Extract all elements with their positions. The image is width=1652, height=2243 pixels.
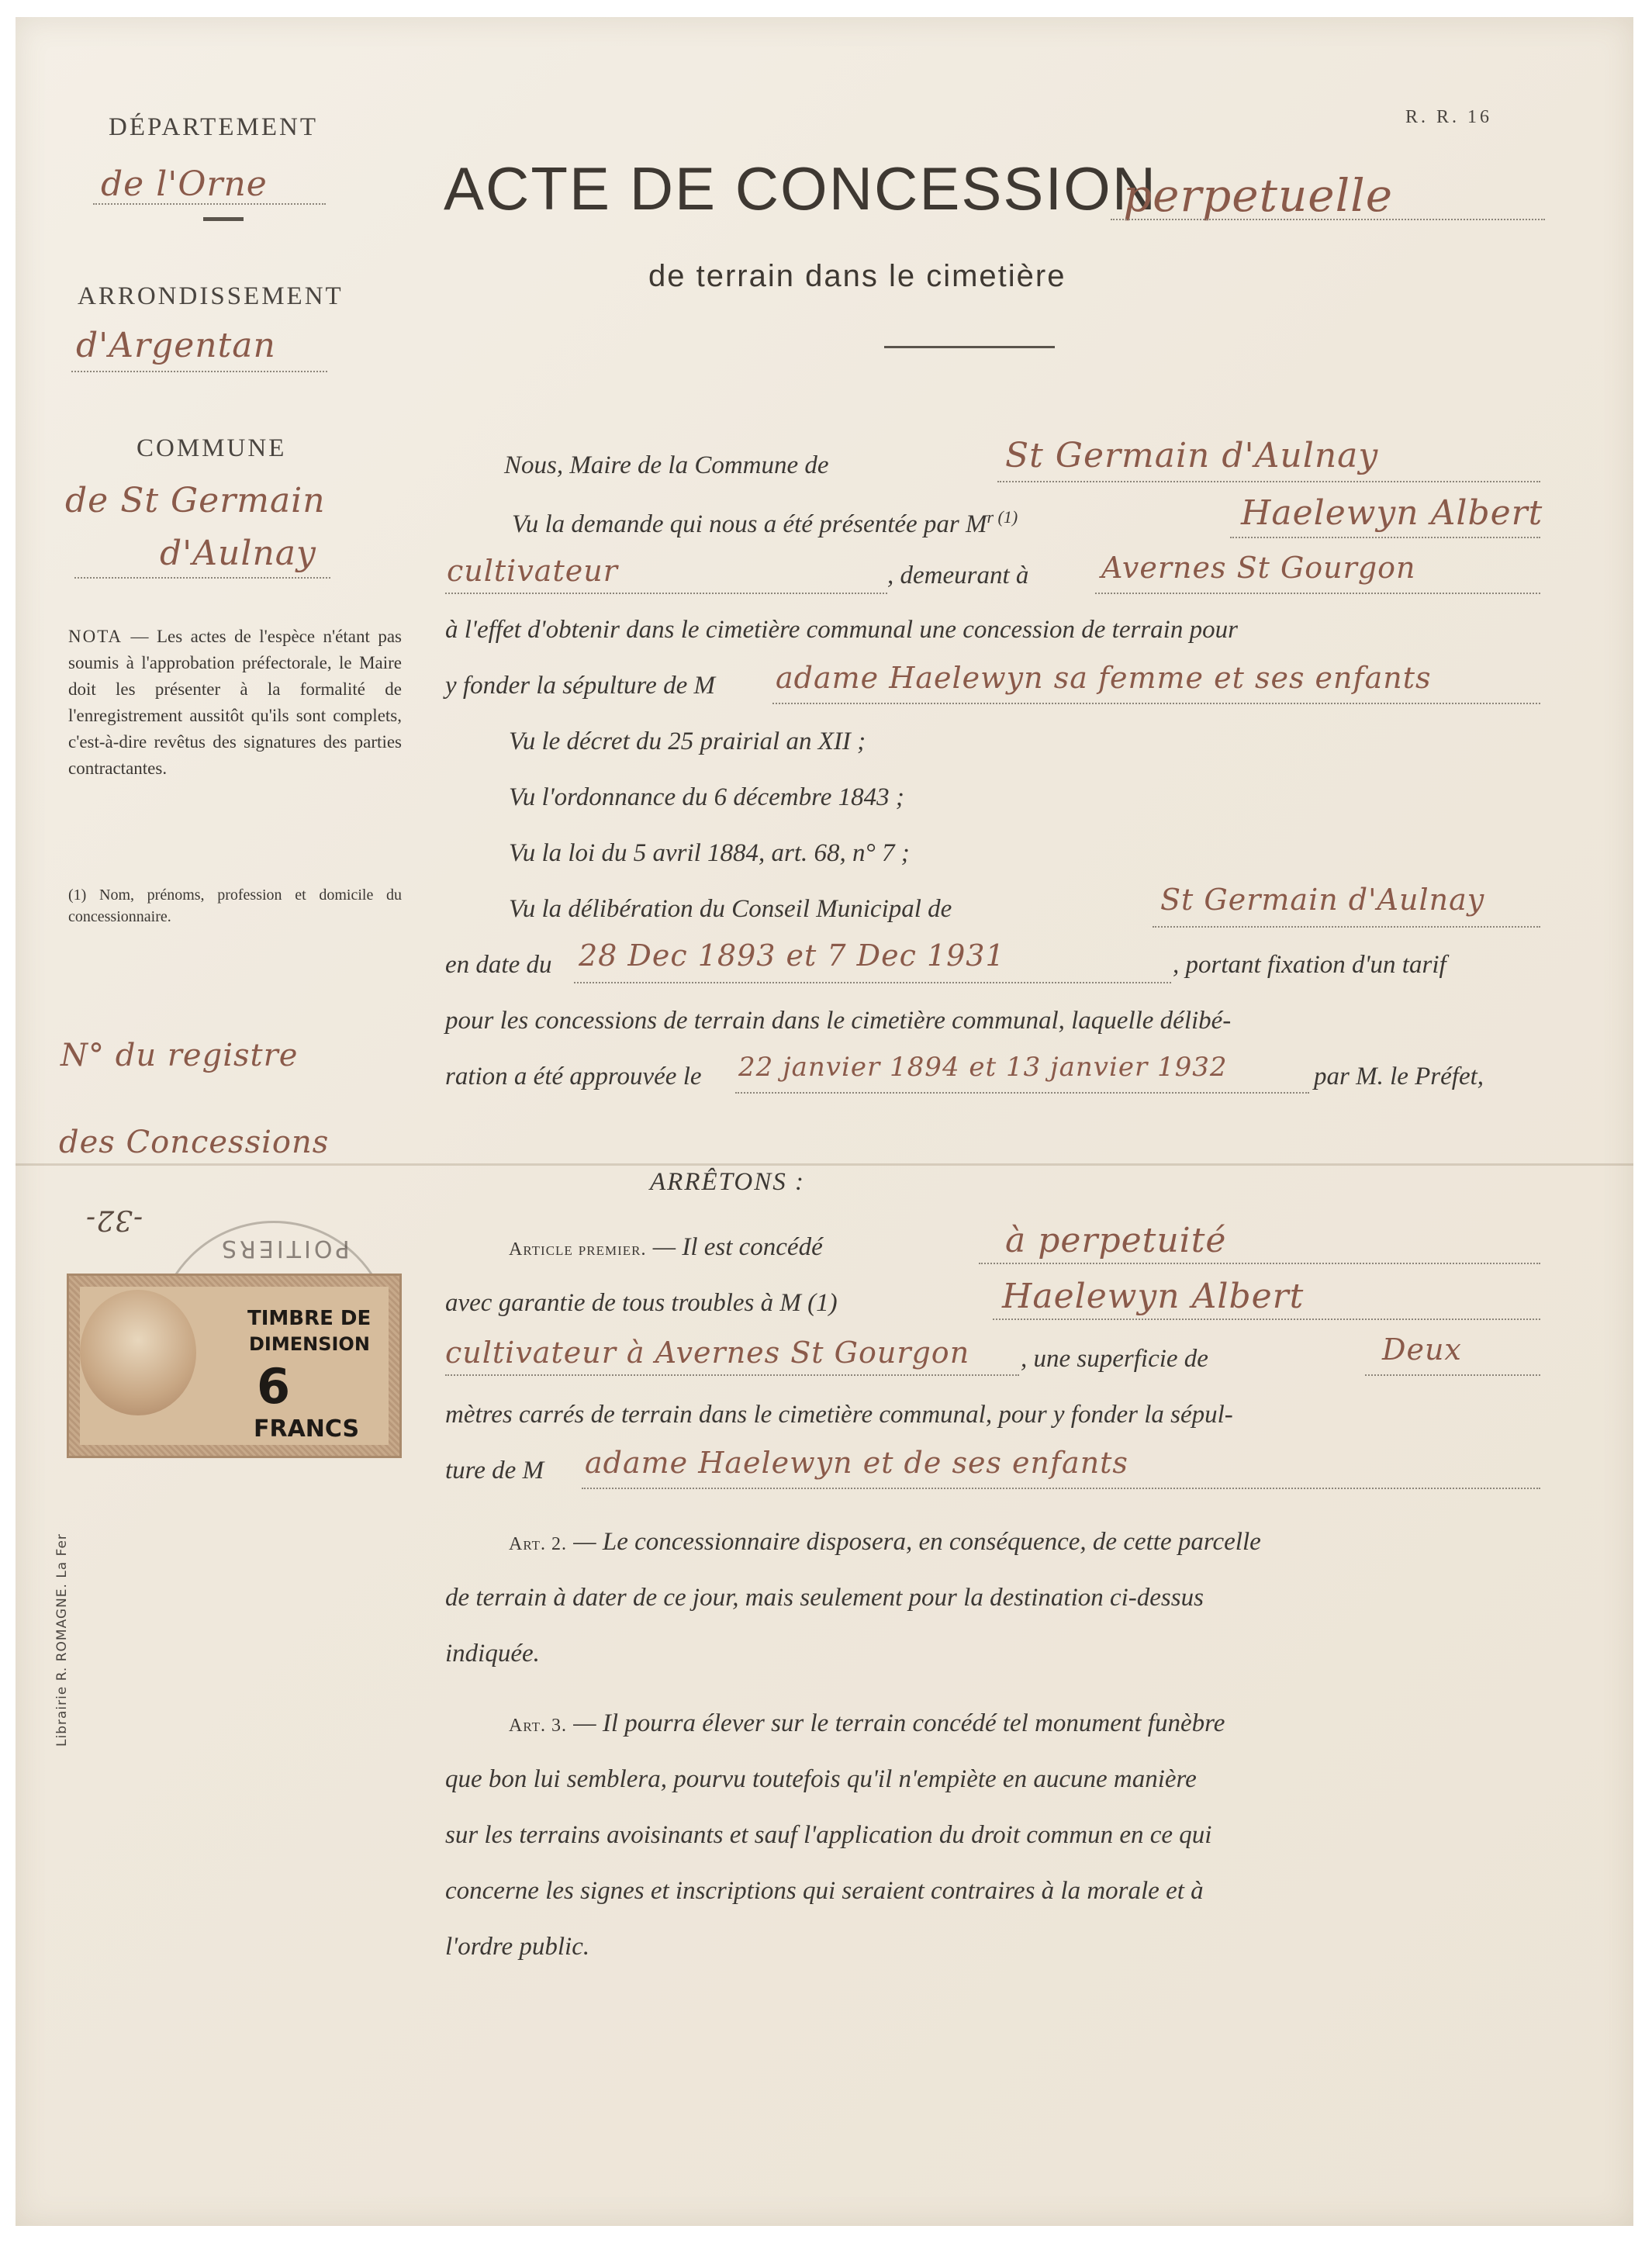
body-line-5: y fonder la sépulture de M bbox=[445, 672, 715, 700]
body-line-9-hand: St Germain d'Aulnay bbox=[1160, 883, 1485, 917]
article-3-line-2: que bon lui semblera, pourvu toutefois qu'il n'empiète en aucune manière bbox=[445, 1765, 1197, 1793]
body-line-8: Vu la loi du 5 avril 1884, art. 68, n° 7 ; bbox=[509, 839, 910, 867]
title-ornament bbox=[884, 346, 1055, 348]
body-line-7: Vu l'ordonnance du 6 décembre 1843 ; bbox=[509, 783, 904, 811]
body-line-12-b: par M. le Préfet, bbox=[1314, 1063, 1484, 1090]
commune-value-line2: d'Aulnay bbox=[160, 534, 316, 573]
arretons-heading: ARRÊTONS : bbox=[650, 1168, 805, 1196]
article-1-line-2: avec garantie de tous troubles à M (1) bbox=[445, 1289, 838, 1317]
article-1-line-4: mètres carrés de terrain dans le cimetière communal, pour y fonder la sépul- bbox=[445, 1401, 1233, 1429]
article-1-line-1 bbox=[509, 1233, 823, 1262]
body-line-4: à l'effet d'obtenir dans le cimetière communal une concession de terrain pour bbox=[445, 616, 1238, 644]
body-line-10-b: , portant fixation d'un tarif bbox=[1173, 951, 1446, 979]
fiscal-stamp bbox=[67, 1274, 402, 1458]
article-1-line-5: ture de M bbox=[445, 1457, 544, 1484]
body-line-3-rule-b bbox=[1095, 593, 1540, 594]
body-line-1-hand: St Germain d'Aulnay bbox=[1005, 436, 1379, 475]
body-line-1 bbox=[504, 451, 829, 480]
stamp-currency: FRANCS bbox=[254, 1415, 360, 1443]
body-line-10-rule bbox=[574, 982, 1171, 983]
form-reference: R. R. 16 bbox=[1405, 107, 1493, 127]
commune-rule bbox=[74, 577, 330, 579]
body-line-2 bbox=[512, 507, 1018, 539]
margin-register-note-2: des Concessions bbox=[59, 1125, 330, 1160]
article-2-line-1 bbox=[509, 1528, 1261, 1557]
body-line-9-rule bbox=[1153, 926, 1540, 928]
body-line-5-hand: adame Haelewyn sa femme et ses enfants bbox=[776, 661, 1432, 695]
body-line-3-hand-b: Avernes St Gourgon bbox=[1101, 551, 1416, 585]
body-line-2-hand: Haelewyn Albert bbox=[1241, 493, 1543, 533]
title-handwritten: perpetuelle bbox=[1123, 169, 1394, 222]
body-line-6: Vu le décret du 25 prairial an XII ; bbox=[509, 728, 866, 755]
article-1-print: — Il est concédé bbox=[652, 1233, 823, 1261]
body-line-2-rule bbox=[1230, 537, 1540, 538]
nota-block bbox=[68, 624, 402, 782]
nota-footnote: (1) Nom, prénoms, profession et domicile du concessionnaire. bbox=[68, 886, 402, 925]
body-line-12-rule bbox=[735, 1092, 1309, 1094]
stamp-line2: DIMENSION bbox=[249, 1333, 370, 1355]
body-line-12-hand: 22 janvier 1894 et 13 janvier 1932 bbox=[738, 1052, 1228, 1083]
article-1-line-2-hand: Haelewyn Albert bbox=[1002, 1277, 1305, 1316]
marianne-portrait-icon bbox=[80, 1290, 196, 1415]
postmark-text: POITIERS bbox=[219, 1235, 350, 1262]
body-line-3-print: , demeurant à bbox=[887, 562, 1029, 589]
article-1-rule bbox=[979, 1263, 1540, 1264]
commune-label: COMMUNE bbox=[137, 434, 287, 462]
stamp-value: 6 bbox=[257, 1358, 291, 1415]
article-1-line-3-rule bbox=[445, 1374, 1019, 1376]
article-1-line-5-rule bbox=[582, 1488, 1540, 1489]
document-title: ACTE DE CONCESSION bbox=[444, 154, 1158, 223]
article-1-line-3-print: , une superficie de bbox=[1021, 1345, 1208, 1373]
arrondissement-value: d'Argentan bbox=[76, 326, 276, 365]
article-2-label: Art. 2. bbox=[509, 1534, 568, 1554]
margin-register-note-1: N° du registre bbox=[60, 1038, 299, 1073]
article-1-label: Article premier. bbox=[509, 1239, 647, 1260]
margin-number: -32- bbox=[85, 1204, 143, 1236]
commune-value-line1: de St Germain bbox=[65, 481, 326, 520]
ornament-divider bbox=[203, 217, 244, 221]
article-1-line-5-hand: adame Haelewyn et de ses enfants bbox=[585, 1446, 1128, 1480]
body-line-3-rule-a bbox=[445, 593, 887, 594]
department-value: de l'Orne bbox=[101, 164, 268, 204]
printer-imprint: Librairie R. ROMAGNE. La Fer bbox=[54, 1533, 70, 1747]
body-line-11: pour les concessions de terrain dans le cimetière communal, laquelle délibé- bbox=[445, 1007, 1232, 1035]
article-2-text: — Le concessionnaire disposera, en conséquence, de cette parcelle bbox=[573, 1528, 1261, 1556]
article-1-line-3-rule-b bbox=[1365, 1374, 1540, 1376]
body-line-1-print: Nous, Maire de la Commune de bbox=[504, 451, 829, 479]
nota-text: — Les actes de l'espèce n'étant pas soumis à l'approbation préfectorale, le Maire doit les présenter à la formalité de l'enregistrement aussitôt qu'ils sont complets, c'est-à-dire revêtus des signatures des parties contractantes. bbox=[68, 627, 403, 778]
body-line-9: Vu la délibération du Conseil Municipal de bbox=[509, 895, 952, 923]
stamp-line1: TIMBRE DE bbox=[247, 1307, 372, 1330]
article-1-line-2-rule bbox=[993, 1318, 1540, 1320]
body-line-2-print: Vu la demande qui nous a été présentée par M bbox=[512, 510, 987, 538]
paper-fold bbox=[16, 1163, 1633, 1166]
document-subtitle: de terrain dans le cimetière bbox=[648, 259, 1066, 293]
article-3-line-3: sur les terrains avoisinants et sauf l'application du droit commun en ce qui bbox=[445, 1821, 1212, 1849]
body-line-1-rule bbox=[997, 481, 1540, 482]
department-rule bbox=[93, 203, 326, 205]
article-3-line-5: l'ordre public. bbox=[445, 1933, 590, 1961]
body-line-5-rule bbox=[772, 703, 1540, 704]
department-label: DÉPARTEMENT bbox=[109, 113, 318, 141]
body-line-12-a: ration a été approuvée le bbox=[445, 1063, 702, 1090]
article-3-text: — Il pourra élever sur le terrain concédé tel monument funèbre bbox=[573, 1709, 1225, 1737]
arrondissement-rule bbox=[71, 371, 327, 372]
body-line-3-hand-a: cultivateur bbox=[447, 554, 618, 588]
body-line-10-a: en date du bbox=[445, 951, 552, 979]
arrondissement-label: ARRONDISSEMENT bbox=[78, 282, 344, 310]
article-3-label: Art. 3. bbox=[509, 1716, 568, 1736]
article-3-line-4: concerne les signes et inscriptions qui seraient contraires à la morale et à bbox=[445, 1877, 1204, 1905]
article-2-line-3: indiquée. bbox=[445, 1640, 540, 1668]
body-line-10-hand: 28 Dec 1893 et 7 Dec 1931 bbox=[579, 938, 1005, 973]
title-rule bbox=[1111, 219, 1545, 220]
article-3-line-1 bbox=[509, 1709, 1225, 1738]
article-1-hand: à perpetuité bbox=[1005, 1221, 1227, 1260]
body-line-2-mark: r (1) bbox=[987, 507, 1018, 527]
article-1-line-3-hand-b: Deux bbox=[1382, 1332, 1462, 1367]
article-1-line-3-hand: cultivateur à Avernes St Gourgon bbox=[445, 1336, 970, 1370]
nota-label: NOTA bbox=[68, 627, 123, 646]
article-2-line-2: de terrain à dater de ce jour, mais seulement pour la destination ci-dessus bbox=[445, 1584, 1204, 1612]
